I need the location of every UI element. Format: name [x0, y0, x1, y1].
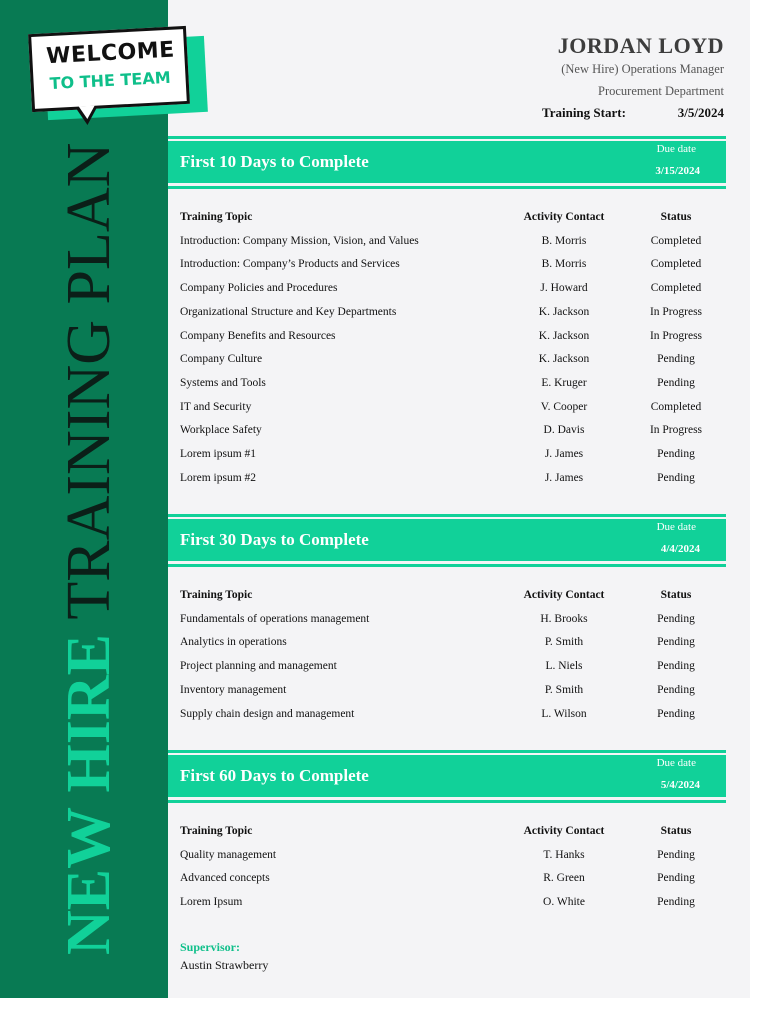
- vertical-title-rest: TRAINING PLAN: [55, 142, 123, 620]
- section-band: [168, 141, 726, 183]
- activity-contact: K. Jackson: [538, 329, 590, 342]
- employee-name: JORDAN LOYD: [557, 33, 724, 58]
- due-date-value: 4/4/2024: [660, 543, 700, 555]
- table-row: [180, 306, 726, 326]
- training-topic: Supply chain design and management: [180, 707, 355, 720]
- activity-contact: E. Kruger: [541, 376, 587, 389]
- column-header-contact: Activity Contact: [523, 825, 605, 837]
- training-topic: Fundamentals of operations management: [180, 612, 370, 625]
- column-header-contact: Activity Contact: [523, 589, 605, 601]
- column-header-topic: Training Topic: [180, 211, 253, 223]
- status-value: Pending: [657, 612, 695, 625]
- training-topic: Systems and Tools: [180, 376, 266, 389]
- table-header: [180, 825, 726, 845]
- status-value: In Progress: [649, 424, 703, 437]
- speech-bubble-tail-inner: [79, 106, 96, 120]
- status-value: Completed: [650, 282, 702, 295]
- status-value: Pending: [657, 707, 695, 720]
- column-header-status: Status: [660, 589, 692, 601]
- table-row: [180, 258, 726, 278]
- training-topic: Company Policies and Procedures: [180, 282, 338, 295]
- activity-contact: K. Jackson: [538, 305, 590, 318]
- table-row: [180, 448, 726, 468]
- due-date-label: Due date: [656, 521, 696, 533]
- status-value: Pending: [657, 636, 695, 649]
- activity-contact: O. White: [543, 896, 585, 909]
- table-header: [180, 589, 726, 609]
- section-title: First 60 Days to Complete: [180, 766, 369, 785]
- employee-role: (New Hire) Operations Manager: [561, 62, 724, 76]
- status-value: Pending: [657, 376, 695, 389]
- table-row: [180, 472, 726, 492]
- table-row: [180, 235, 726, 255]
- vertical-title-highlight: NEW HIRE: [55, 634, 123, 955]
- status-value: In Progress: [649, 305, 703, 318]
- welcome-badge-line2: TO THE TEAM: [49, 67, 172, 94]
- training-topic: Inventory management: [180, 683, 287, 696]
- due-date-label: Due date: [656, 757, 696, 769]
- section-title: First 30 Days to Complete: [180, 530, 369, 549]
- supervisor-name: Austin Strawberry: [180, 958, 269, 972]
- training-topic: Lorem Ipsum: [180, 896, 243, 909]
- training-topic: Introduction: Company’s Products and Services: [180, 258, 400, 271]
- activity-contact: D. Davis: [543, 424, 585, 437]
- activity-contact: P. Smith: [544, 683, 584, 696]
- training-topic: Advanced concepts: [180, 872, 270, 885]
- due-date-value: 5/4/2024: [660, 779, 700, 791]
- training-topic: Quality management: [180, 848, 277, 861]
- status-value: Pending: [657, 353, 695, 366]
- activity-contact: R. Green: [543, 872, 585, 885]
- supervisor-label: Supervisor:: [180, 940, 240, 954]
- status-value: Pending: [657, 471, 695, 484]
- due-date-value: 3/15/2024: [655, 165, 700, 177]
- welcome-badge-line1: WELCOME: [45, 37, 176, 70]
- section-band: [168, 519, 726, 561]
- status-value: Pending: [657, 872, 695, 885]
- table-row: [180, 849, 726, 869]
- activity-contact: B. Morris: [541, 258, 587, 271]
- table-row: [180, 896, 726, 916]
- section-rule-bottom: [168, 800, 726, 803]
- table-row: [180, 636, 726, 656]
- table-header: [180, 211, 726, 231]
- welcome-badge: [28, 26, 190, 112]
- activity-contact: J. Howard: [540, 282, 588, 295]
- activity-contact: K. Jackson: [538, 353, 590, 366]
- table-row: [180, 708, 726, 728]
- training-topic: Workplace Safety: [180, 424, 262, 437]
- table-row: [180, 353, 726, 373]
- column-header-topic: Training Topic: [180, 589, 253, 601]
- employee-department: Procurement Department: [598, 84, 724, 98]
- training-topic: Organizational Structure and Key Departments: [180, 305, 397, 318]
- table-row: [180, 872, 726, 892]
- status-value: Completed: [650, 258, 702, 271]
- status-value: Pending: [657, 896, 695, 909]
- column-header-contact: Activity Contact: [523, 211, 605, 223]
- table-row: [180, 684, 726, 704]
- activity-contact: J. James: [544, 448, 584, 460]
- column-header-topic: Training Topic: [180, 825, 253, 837]
- training-topic: Analytics in operations: [180, 636, 287, 649]
- section-rule-top: [168, 136, 726, 139]
- training-topic: Lorem ipsum #2: [180, 471, 257, 484]
- status-value: In Progress: [649, 329, 703, 342]
- column-header-status: Status: [660, 825, 692, 837]
- training-topic: Introduction: Company Mission, Vision, and Values: [180, 234, 419, 247]
- vertical-title: [55, 142, 123, 955]
- due-date-label: Due date: [656, 143, 696, 155]
- status-value: Pending: [657, 660, 695, 673]
- table-row: [180, 330, 726, 350]
- section-band: [168, 755, 726, 797]
- activity-contact: V. Cooper: [540, 400, 588, 413]
- activity-contact: J. James: [544, 471, 584, 484]
- activity-contact: L. Wilson: [541, 707, 587, 720]
- section-title: First 10 Days to Complete: [180, 152, 369, 171]
- training-topic: Company Benefits and Resources: [180, 329, 336, 342]
- column-header-status: Status: [660, 211, 692, 223]
- status-value: Pending: [657, 448, 695, 460]
- training-topic: Project planning and management: [180, 660, 337, 673]
- training-start-label: Training Start:: [542, 105, 626, 120]
- status-value: Pending: [657, 848, 695, 861]
- section-rule-top: [168, 514, 726, 517]
- table-row: [180, 282, 726, 302]
- activity-contact: T. Hanks: [543, 848, 585, 861]
- status-value: Completed: [650, 400, 702, 413]
- table-row: [180, 401, 726, 421]
- section-rule-top: [168, 750, 726, 753]
- status-value: Pending: [657, 683, 695, 696]
- activity-contact: H. Brooks: [540, 612, 588, 625]
- activity-contact: P. Smith: [544, 636, 584, 649]
- activity-contact: B. Morris: [541, 234, 587, 247]
- training-topic: IT and Security: [180, 400, 252, 413]
- training-start-date: 3/5/2024: [677, 105, 724, 120]
- table-row: [180, 613, 726, 633]
- table-row: [180, 660, 726, 680]
- training-topic: Company Culture: [180, 353, 263, 366]
- activity-contact: L. Niels: [545, 660, 583, 673]
- section-rule-bottom: [168, 186, 726, 189]
- status-value: Completed: [650, 234, 702, 247]
- training-topic: Lorem ipsum #1: [180, 448, 257, 460]
- table-row: [180, 377, 726, 397]
- section-rule-bottom: [168, 564, 726, 567]
- table-row: [180, 424, 726, 444]
